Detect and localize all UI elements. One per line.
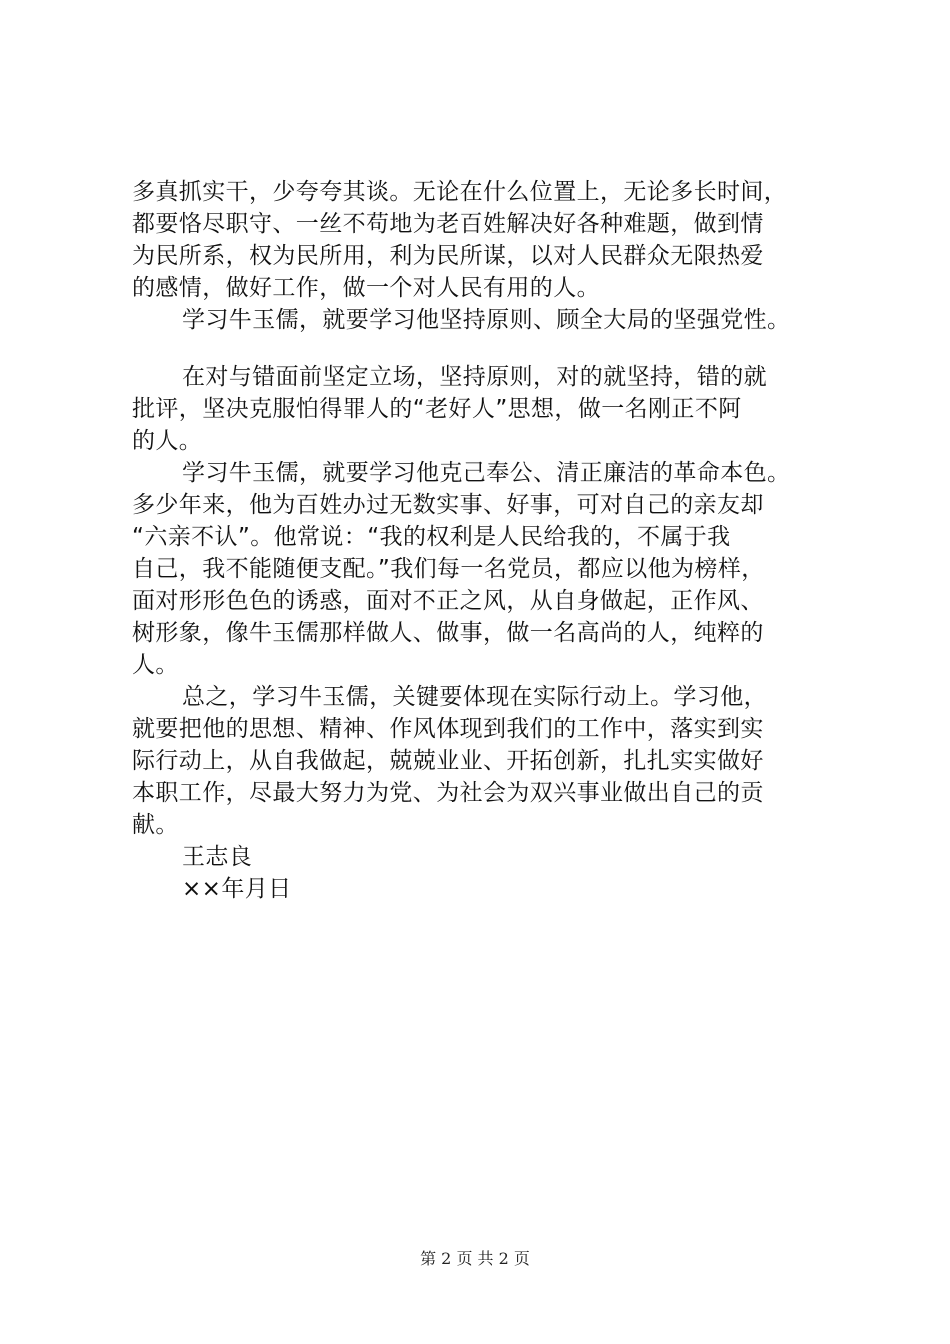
- body-line: 学习牛玉儒，就要学习他坚持原则、顾全大局的坚强党性。: [182, 307, 791, 333]
- body-line: 多少年来，他为百姓办过无数实事、好事，可对自己的亲友却: [132, 492, 764, 518]
- body-line: 就要把他的思想、精神、作风体现到我们的工作中，落实到实: [132, 716, 764, 742]
- body-line: 的人。: [132, 428, 203, 454]
- document-body: [132, 176, 852, 905]
- body-line: 多真抓实干，少夸夸其谈。无论在什么位置上，无论多长时间，: [132, 179, 788, 205]
- body-line: 总之，学习牛玉儒，关键要体现在实际行动上。学习他，: [182, 684, 767, 710]
- signature: 王志良: [182, 844, 253, 870]
- page-footer: 第 2 页 共 2 页: [420, 1249, 530, 1268]
- body-line: 为民所系，权为民所用，利为民所谋，以对人民群众无限热爱: [132, 243, 764, 269]
- body-line: 的感情，做好工作，做一个对人民有用的人。: [132, 275, 600, 301]
- body-line: “六亲不认”。他常说：“我的权利是人民给我的，不属于我: [132, 524, 731, 550]
- body-line: 本职工作，尽最大努力为党、为社会为双兴事业做出自己的贡: [132, 780, 764, 806]
- body-line: 树形象，像牛玉儒那样做人、做事，做一名高尚的人，纯粹的: [132, 620, 764, 646]
- body-line: 人。: [132, 652, 179, 678]
- body-line: 面对形形色色的诱惑，面对不正之风，从自身做起，正作风、: [132, 588, 764, 614]
- body-line: 都要恪尽职守、一丝不苟地为老百姓解决好各种难题，做到情: [132, 211, 764, 237]
- body-line: 自己，我不能随便支配。”我们每一名党员，都应以他为榜样，: [132, 556, 765, 582]
- body-line: 献。: [132, 812, 179, 838]
- body-line: 学习牛玉儒，就要学习他克己奉公、清正廉洁的革命本色。: [182, 460, 791, 486]
- body-line: 际行动上，从自我做起，兢兢业业、开拓创新，扎扎实实做好: [132, 748, 764, 774]
- body-line: 在对与错面前坚定立场，坚持原则，对的就坚持，错的就: [182, 364, 767, 390]
- date-line: ××年月日: [182, 876, 292, 902]
- paragraph-gap: [132, 336, 852, 361]
- body-line: 批评，坚决克服怕得罪人的“老好人”思想，做一名刚正不阿: [132, 396, 742, 422]
